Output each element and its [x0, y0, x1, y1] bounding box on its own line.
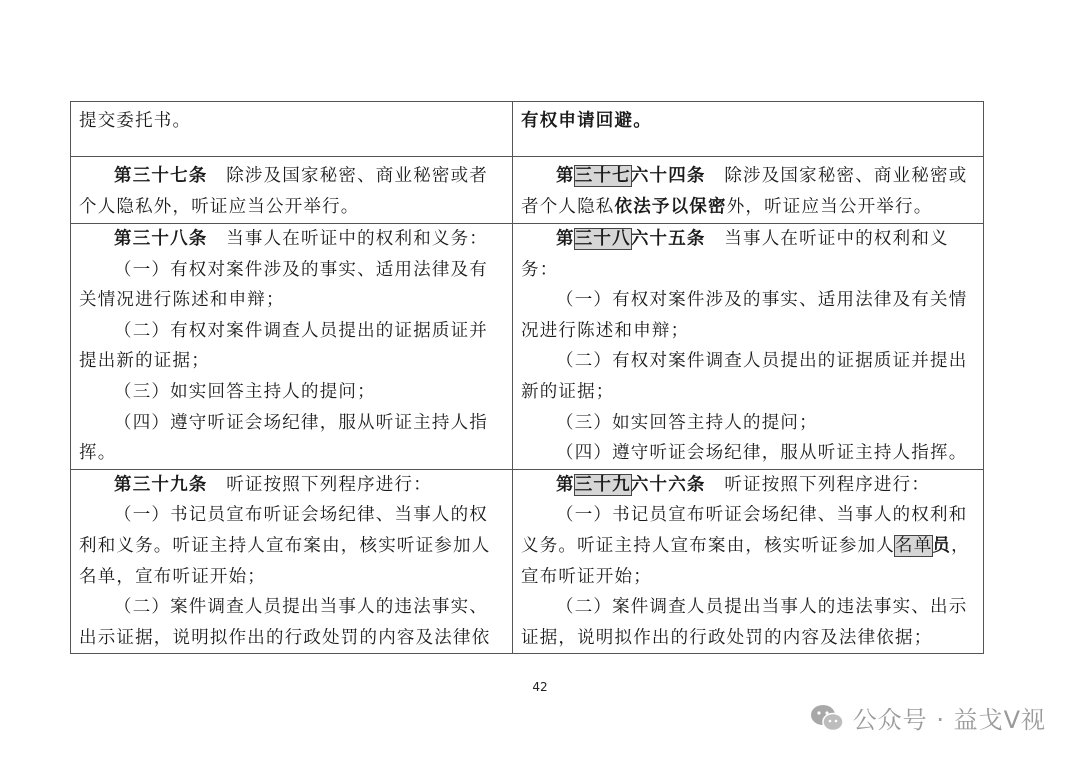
page-number: 42 [532, 680, 548, 694]
table-row [71, 102, 984, 157]
text-run: 第 [556, 166, 575, 186]
paragraph: （四）遵守听证会场纪律，服从听证主持人指挥。 [556, 443, 968, 464]
table-row [71, 469, 984, 654]
text-run: 六十五条 [630, 229, 706, 249]
text-run: 六十四条 [630, 166, 706, 186]
comparison-table [70, 101, 984, 654]
watermark-text: 公众号 · 益戈V视 [852, 706, 1046, 734]
paragraph [521, 470, 977, 501]
watermark [809, 700, 1046, 735]
new-text-cell [513, 469, 984, 654]
text-run: 听证按照下列程序进行： [705, 474, 931, 495]
paragraph: （四）遵守听证会场纪律，服从听证主持人指挥。 [79, 412, 488, 464]
text-run: 有权申请回避。 [521, 111, 652, 131]
paragraph: （二）有权对案件调查人员提出的证据质证并提出新的证据； [521, 351, 968, 402]
text-run: 当事人在听证中的权利和义务： [521, 229, 949, 280]
text-run: 第 [556, 229, 575, 249]
paragraph: （二）案件调查人员提出当事人的违法事实、出示证据，说明拟作出的行政处罚的内容及法律依 [79, 597, 491, 648]
paragraph [79, 161, 506, 222]
text-run: 六十六条 [630, 474, 706, 495]
text-run: 依法予以保密 [614, 196, 727, 217]
table-row [71, 224, 984, 470]
old-text-cell [71, 224, 513, 470]
text-run: （一）书记员宣布听证会场纪律、当事人的权利和义务。听证主持人宣布案由，核实听证参加人 [521, 505, 968, 556]
new-text-cell [513, 224, 984, 470]
text-run: 三十九 [574, 474, 631, 495]
paragraph [521, 500, 977, 592]
text-run: 当事人在听证中的权利和义务： [207, 229, 488, 249]
paragraph [521, 161, 977, 222]
text-run: 名单 [895, 535, 933, 556]
text-run: ，宣布听证开始； [521, 535, 970, 587]
text-run: 员 [932, 535, 952, 556]
text-run: 外，听证应当公开举行。 [726, 196, 933, 217]
text-run: 听证按照下列程序进行： [207, 474, 432, 495]
new-text-cell [513, 157, 984, 224]
text-run: 三十八 [574, 229, 631, 249]
text-run: 除涉及国家秘密、商业秘密或者个人隐私 [521, 166, 968, 217]
old-text-cell [71, 157, 513, 224]
paragraph [521, 224, 977, 285]
text-run: 第三十七条 [114, 166, 208, 186]
table-row [71, 157, 984, 224]
new-text-cell [513, 102, 984, 157]
paragraph: 提交委托书。 [79, 111, 192, 131]
paragraph [521, 106, 977, 137]
old-text-cell [71, 469, 513, 654]
paragraph [79, 224, 506, 255]
text-run: 第三十八条 [114, 229, 208, 249]
text-run: 第 [556, 474, 575, 495]
paragraph: （三）如实回答主持人的提问； [114, 381, 376, 402]
text-run: 三十七 [574, 166, 631, 186]
paragraph: （二）有权对案件调查人员提出的证据质证并提出新的证据； [79, 320, 488, 372]
text-run: 除涉及国家秘密、商业秘密或者个人隐私外，听证应当公开举行。 [79, 166, 488, 217]
paragraph: （三）如实回答主持人的提问； [556, 412, 818, 433]
paragraph: （一）有权对案件涉及的事实、适用法律及有关情况进行陈述和申辩； [521, 290, 968, 341]
text-run: 第三十九条 [114, 474, 208, 495]
old-text-cell [71, 102, 513, 157]
paragraph [79, 470, 506, 501]
paragraph: （二）案件调查人员提出当事人的违法事实、出示证据，说明拟作出的行政处罚的内容及法律依据； [521, 597, 968, 648]
wechat-icon [809, 703, 845, 733]
paragraph: （一）有权对案件涉及的事实、适用法律及有关情况进行陈述和申辩； [79, 259, 488, 311]
paragraph: （一）书记员宣布听证会场纪律、当事人的权利和义务。听证主持人宣布案由，核实听证参加人名单，宣布听证开始； [79, 505, 491, 587]
